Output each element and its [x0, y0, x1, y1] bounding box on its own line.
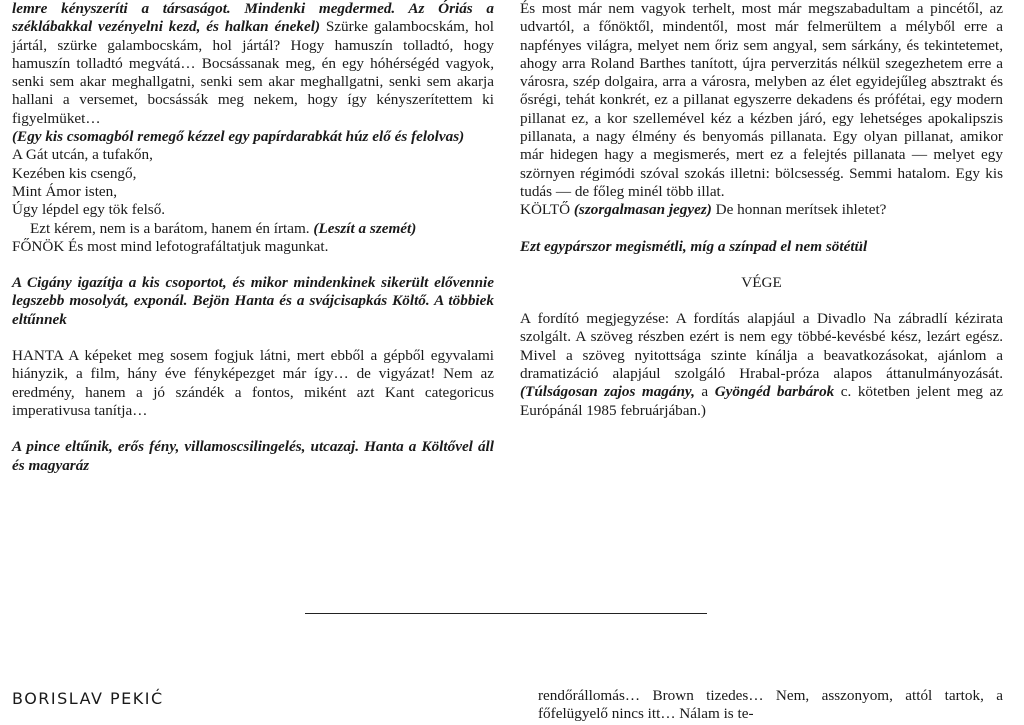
note-text: A fordító megjegyzése: A fordítás alapjául a Divadlo Na zábradlí kézirata szolgált. A szöveg részben ezért is nem egy többé-kevésbé kész, lezárt egész. Mivel a szöveg nyitottsága szinte kínálja a beavatkozásokat, ajánlom a dramatizáció alapjául szolgáló Hrabal-próza alapos áttanulmányozását.	[520, 310, 1003, 383]
dialogue: A képeket meg sosem fogjuk látni, mert ebből a gépből egyvalami hiányzik, a film, hány éve fényképezget már így… de vigyázat! Nem az eredmény, hanem a jó szándék a fontos, miként azt Kant categoricus imperativusa tanítja…	[12, 347, 494, 419]
note-text: c. kötetben jelent meg az Európánál 1985 februárjában.)	[520, 383, 1004, 419]
section-divider	[305, 613, 707, 614]
author-heading: BORISLAV PEKIĆ	[12, 689, 164, 708]
verse-line: A Gát utcán, a tufakőn,	[12, 146, 153, 164]
dialogue: Ezt kérem, nem is a barátom, hanem én írtam.	[30, 219, 310, 237]
paragraph	[12, 220, 494, 238]
stage-direction: A Cigány igazítja a kis csoportot, és mikor mindenkinek sikerült elővennie legszebb mosolyát, exponál. Bejön Hanta és a svájcisapkás Költő. A többiek eltűnnek	[12, 274, 494, 328]
right-column	[520, 0, 1003, 420]
verse-line: Kezében kis csengő,	[12, 164, 137, 182]
dialogue: De honnan merítsek ihletet?	[715, 201, 887, 219]
stage-direction: A pince eltűnik, erős fény, villamoscsilingelés, utcazaj. Hanta a Költővel áll és magyaráz	[12, 438, 494, 474]
speaker-name: HANTA	[12, 347, 64, 365]
stage-direction: lemre kényszeríti a társaságot. Mindenki megdermed. Az Óriás a széklábakkal vezényelni kezd, és halkan énekel)	[12, 0, 494, 36]
translator-note	[520, 310, 1003, 420]
stage-direction: (Egy kis csomagból remegő kézzel egy papírdarabkát húz elő és felolvas)	[12, 128, 465, 146]
stage-direction: (Leszít a szemét)	[313, 219, 417, 237]
verse-line: Mint Ámor isten,	[12, 182, 118, 200]
paragraph	[520, 201, 1003, 219]
paragraph	[12, 347, 494, 420]
verse-line: Úgy lépdel egy tök felső.	[12, 201, 166, 219]
dialogue: És most mind lefotografáltatjuk magunkat.	[68, 237, 329, 255]
stage-direction: (szorgalmasan jegyez)	[573, 201, 712, 219]
left-column	[12, 0, 494, 475]
stage-direction: Ezt egypárszor megismétli, míg a színpad el nem sötétül	[520, 237, 868, 255]
next-article-text: rendőrállomás… Brown tizedes… Nem, asszonyom, attól tartok, a főfelügyelő nincs itt… Nálam is te-	[538, 687, 1003, 723]
note-text: a	[701, 383, 709, 401]
note-title: (Túlságosan zajos magány,	[520, 383, 695, 401]
speaker-name: FŐNÖK	[12, 237, 65, 255]
end-title: VÉGE	[741, 273, 782, 291]
speaker-name: KÖLTŐ	[520, 201, 571, 219]
paragraph	[12, 0, 494, 128]
paragraph	[12, 238, 494, 256]
paragraph: És most már nem vagyok terhelt, most már megszabadultam a pincétől, az udvartól, a főnöktől, mindentől, most már felmerültem a mélyből erre a napfényes világra, melyet nem őriz sem angyal, sem sárkány, és tekintetemet, ahogy arra Roland Barthes tanított, újra perverzitás nélkül szegezhetem erre a városra, szép dolgaira, arra a városra, melyben az élet egyidejűleg absztrakt és ősrégi, tehát konkrét, ez a pillanat egyszerre dekadens és prófétai, egy modern pillanat ez, a kor szellemével kéz a kézben járó, egy lehetséges apokalipszis pillanata, a nagy élmény és benyomás pillanata. Egy olyan pillanat, amikor már hidegen hagy a megismerés, mert ez a felejtés pillanata — melyet egy szörnyen régimódi szóval szokás illetni: bölcsesség. Semmi hatalom. Egy kis tudás — de főleg minél több illat.	[520, 0, 1003, 200]
note-title: Gyöngéd barbárok	[714, 383, 835, 401]
dialogue: Szürke galambocskám, hol jártál, szürke galambocskám, hol jártál? Hogy hamuszín tolladtó, hogy hamuszín tolladtó megvátá… Bocsássanak meg, én egy hóhérségéd vagyok, senki sem akar meghallgatni, senki sem akar meghallgatni, senki sem akarja hallani a versemet, bocsássák meg nekem, hogy így kényszerítettem ki figyelmüket…	[12, 18, 495, 127]
